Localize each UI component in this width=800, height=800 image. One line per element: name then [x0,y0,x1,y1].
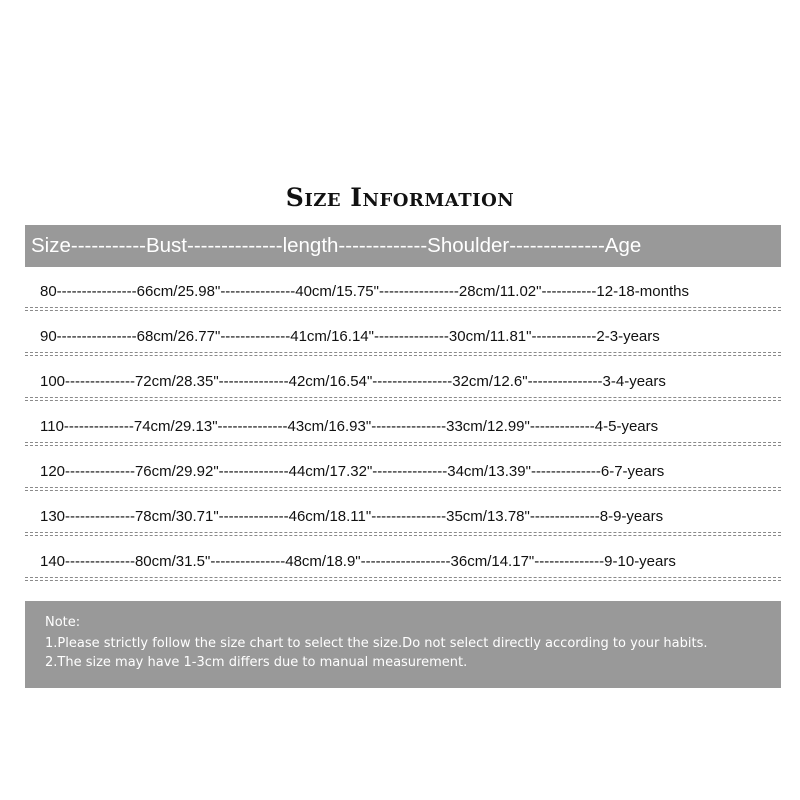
table-row-text: 80----------------66cm/25.98"---------------40cm/15.75"----------------28cm/11.02"-----------12-18-months [40,283,689,300]
table-row [25,504,781,549]
row-divider [25,310,781,311]
row-divider [25,442,781,443]
row-divider [25,490,781,491]
note-line-1: 1.Please strictly follow the size chart to select the size.Do not select directly according to your habits. [45,636,708,651]
page-title: Size Information [285,183,515,212]
table-row-text: 140--------------80cm/31.5"---------------48cm/18.9"------------------36cm/14.17"--------------9-10-years [40,553,676,570]
table-row [25,414,781,459]
note-box [25,601,781,688]
row-divider [25,577,781,578]
note-heading: Note: [45,615,81,630]
table-row-text: 120--------------76cm/29.92"--------------44cm/17.32"---------------34cm/13.39"--------------6-7-years [40,463,665,480]
table-row [25,369,781,414]
table-row [25,549,781,594]
table-row [25,459,781,504]
table-row-text: 130--------------78cm/30.71"--------------46cm/18.11"---------------35cm/13.78"--------------8-9-years [40,508,664,525]
table-header-label: Size-----------Bust--------------length-------------Shoulder--------------Age [31,234,642,257]
row-divider [25,355,781,356]
table-row-text: 90----------------68cm/26.77"--------------41cm/16.14"---------------30cm/11.81"-------------2-3-years [40,328,660,345]
row-divider [25,580,781,581]
row-divider [25,535,781,536]
table-row-text: 100--------------72cm/28.35"--------------42cm/16.54"----------------32cm/12.6"---------------3-4-years [40,373,666,390]
table-row [25,279,781,324]
row-divider [25,400,781,401]
table-row [25,324,781,369]
table-row-text: 110--------------74cm/29.13"--------------43cm/16.93"---------------33cm/12.99"-------------4-5-years [40,418,659,435]
row-divider [25,487,781,488]
note-line-2: 2.The size may have 1-3cm differs due to manual measurement. [45,655,468,670]
row-divider [25,352,781,353]
row-divider [25,445,781,446]
table-header [25,225,781,267]
row-divider [25,307,781,308]
row-divider [25,397,781,398]
row-divider [25,532,781,533]
